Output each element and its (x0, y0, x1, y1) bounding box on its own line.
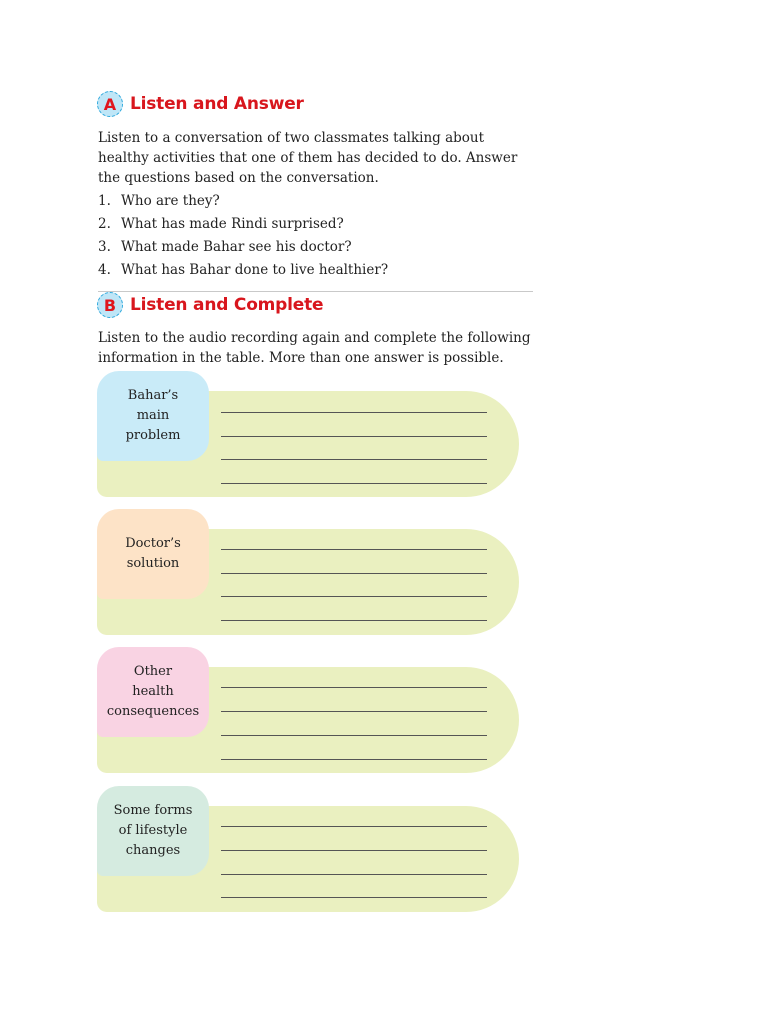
answer-line[interactable] (221, 459, 487, 460)
question-number: 1. (98, 193, 111, 209)
answer-card-doctor-solution (97, 509, 522, 617)
question-item (98, 191, 388, 214)
question-number: 2. (98, 216, 111, 232)
answer-line[interactable] (221, 826, 487, 827)
section-a-badge: A (97, 91, 123, 117)
answer-card-health-consequences (97, 647, 522, 755)
answer-line[interactable] (221, 687, 487, 688)
answer-line[interactable] (221, 759, 487, 760)
answer-line[interactable] (221, 483, 487, 484)
question-text: Who are they? (121, 193, 220, 209)
section-b-header (97, 292, 323, 318)
question-item (98, 260, 388, 283)
question-number: 3. (98, 239, 111, 255)
answer-line[interactable] (221, 711, 487, 712)
question-text: What has made Rindi surprised? (121, 216, 344, 232)
answer-line[interactable] (221, 620, 487, 621)
answer-line[interactable] (221, 735, 487, 736)
question-text: What has Bahar done to live healthier? (121, 262, 389, 278)
section-a-title: Listen and Answer (130, 94, 304, 114)
section-a-header (97, 91, 304, 117)
answer-line[interactable] (221, 436, 487, 437)
section-b-title: Listen and Complete (130, 295, 324, 315)
answer-line[interactable] (221, 596, 487, 597)
question-list (98, 191, 388, 283)
question-item (98, 237, 388, 260)
answer-line[interactable] (221, 549, 487, 550)
section-a-instructions: Listen to a conversation of two classmates talking about healthy activities that one of them has decided to do. Answer the questions based on the conversation. (98, 130, 518, 186)
card-label-lifestyle-changes: Some forms of lifestyle changes (97, 786, 209, 876)
section-b-instructions: Listen to the audio recording again and complete the following information in the table. More than one answer is possible. (98, 330, 531, 366)
answer-card-main-problem (97, 371, 522, 479)
question-number: 4. (98, 262, 111, 278)
answer-line[interactable] (221, 897, 487, 898)
answer-card-lifestyle-changes (97, 786, 522, 894)
section-b-badge: B (97, 292, 123, 318)
answer-line[interactable] (221, 874, 487, 875)
card-label-doctor-solution: Doctor’s solution (97, 509, 209, 599)
card-label-main-problem: Bahar’s main problem (97, 371, 209, 461)
answer-line[interactable] (221, 412, 487, 413)
question-text: What made Bahar see his doctor? (121, 239, 352, 255)
card-label-health-consequences: Other health consequences (97, 647, 209, 737)
answer-line[interactable] (221, 573, 487, 574)
question-item (98, 214, 388, 237)
answer-line[interactable] (221, 850, 487, 851)
